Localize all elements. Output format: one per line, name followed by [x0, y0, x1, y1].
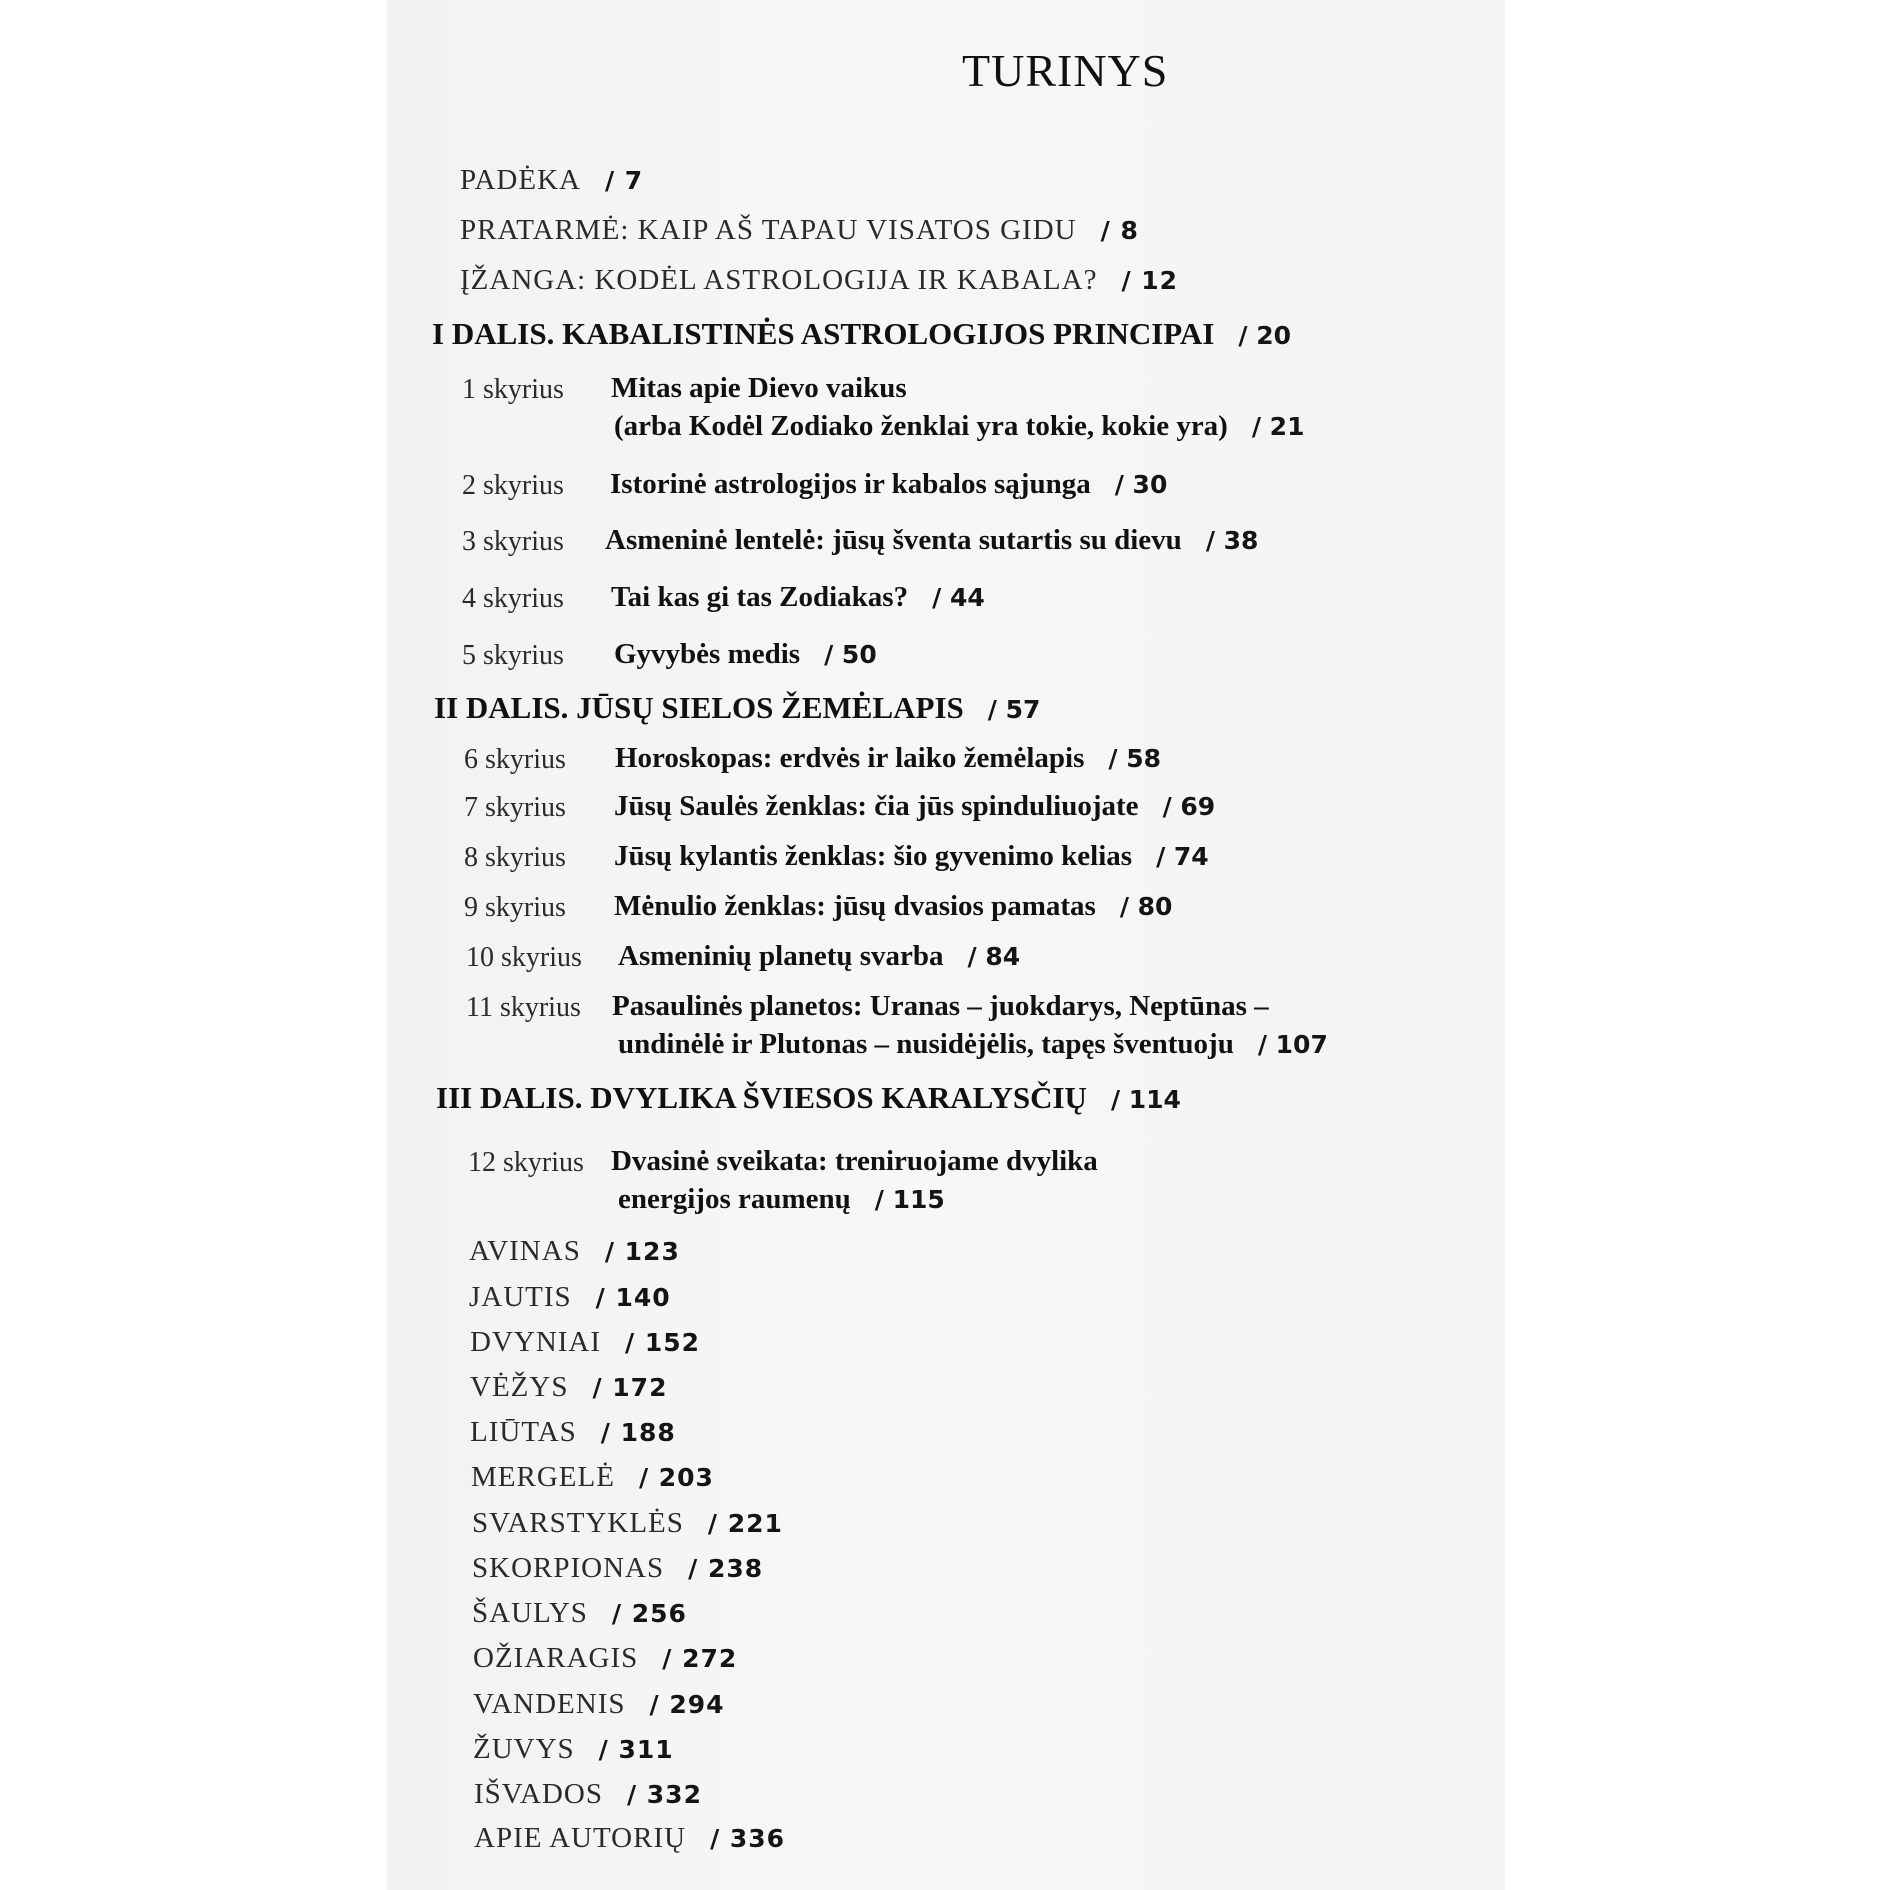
sign-entry[interactable]: [474, 1778, 702, 1811]
chapter-number: 4 skyrius: [462, 583, 564, 614]
page-number: / 8: [1100, 216, 1139, 245]
page-number: / 238: [688, 1554, 764, 1583]
page-number: / 115: [874, 1185, 945, 1214]
chapter-title-text: Jūsų kylantis ženklas: šio gyvenimo kelias: [614, 840, 1133, 872]
sign-entry[interactable]: [472, 1507, 783, 1540]
part-heading-label: I DALIS. KABALISTINĖS ASTROLOGIJOS PRINCIPAI: [432, 316, 1215, 351]
sign-entry-label: MERGELĖ: [471, 1461, 615, 1493]
page-number: / 58: [1108, 744, 1161, 773]
front-matter-entry-label: PRATARMĖ: KAIP AŠ TAPAU VISATOS GIDU: [460, 214, 1077, 246]
chapter-title: [618, 940, 1020, 973]
chapter-title: [611, 1145, 1098, 1178]
sign-entry-label: ŽUVYS: [473, 1733, 575, 1765]
page-number: / 272: [662, 1644, 738, 1673]
sign-entry-label: IŠVADOS: [474, 1778, 603, 1810]
page-number: / 30: [1114, 470, 1168, 499]
chapter-title-text: Asmeninių planetų svarba: [618, 940, 944, 972]
chapter-title-text: Tai kas gi tas Zodiakas?: [611, 581, 909, 613]
page-number: / 332: [626, 1780, 702, 1809]
sign-entry[interactable]: [469, 1281, 671, 1314]
chapter-title-text: Mėnulio ženklas: jūsų dvasios pamatas: [614, 890, 1096, 922]
page-number: / 7: [604, 166, 644, 195]
front-matter-entry[interactable]: [460, 164, 643, 197]
page-number: / 311: [598, 1735, 674, 1764]
chapter-title-text: undinėlė ir Plutonas – nusidėjėlis, tapęs šventuoju: [618, 1028, 1234, 1060]
sign-entry[interactable]: [470, 1416, 676, 1449]
sign-entry-label: VANDENIS: [473, 1688, 626, 1720]
chapter-title-text: Jūsų Saulės ženklas: čia jūs spinduliuojate: [614, 790, 1139, 822]
chapter-title: [610, 468, 1167, 501]
sign-entry-label: VĖŽYS: [470, 1371, 569, 1403]
chapter-title-text: Pasaulinės planetos: Uranas – juokdarys, Neptūnas –: [612, 990, 1269, 1022]
sign-entry-label: SKORPIONAS: [472, 1552, 665, 1584]
sign-entry[interactable]: [470, 1326, 700, 1359]
chapter-title: [614, 790, 1215, 823]
page-number: / 84: [967, 942, 1021, 971]
sign-entry-label: AVINAS: [469, 1235, 581, 1267]
sign-entry[interactable]: [474, 1822, 785, 1855]
chapter-title: [605, 524, 1258, 557]
sign-entry-label: SVARSTYKLĖS: [472, 1507, 684, 1539]
sign-entry[interactable]: [472, 1552, 763, 1585]
sign-entry-label: APIE AUTORIŲ: [474, 1822, 687, 1854]
chapter-title: [611, 581, 985, 614]
front-matter-entry[interactable]: [460, 264, 1178, 297]
front-matter-entry-label: ĮŽANGA: KODĖL ASTROLOGIJA IR KABALA?: [460, 264, 1098, 296]
chapter-title-text: Asmeninė lentelė: jūsų šventa sutartis su dievu: [605, 524, 1182, 556]
part-heading[interactable]: [434, 690, 1040, 726]
chapter-number: 11 skyrius: [466, 992, 581, 1023]
page-number: / 44: [932, 583, 985, 612]
chapter-number: 7 skyrius: [464, 792, 566, 823]
page-number: / 38: [1205, 526, 1259, 555]
page-number: / 203: [638, 1463, 714, 1492]
chapter-number: 8 skyrius: [464, 842, 566, 873]
page-number: / 20: [1238, 321, 1292, 350]
page-number: / 21: [1251, 412, 1305, 441]
sign-entry[interactable]: [473, 1642, 737, 1675]
page-number: / 80: [1119, 892, 1173, 921]
page-number: / 188: [600, 1418, 676, 1447]
chapter-title-continued: [618, 1183, 945, 1216]
page-number: / 123: [604, 1237, 680, 1266]
chapter-title-text: Horoskopas: erdvės ir laiko žemėlapis: [615, 742, 1085, 774]
page-number: / 50: [824, 640, 877, 669]
sign-entry[interactable]: [472, 1597, 687, 1630]
part-heading[interactable]: [432, 316, 1291, 352]
chapter-title-text: (arba Kodėl Zodiako ženklai yra tokie, kokie yra): [614, 410, 1228, 442]
part-heading-label: II DALIS. JŪSŲ SIELOS ŽEMĖLAPIS: [434, 690, 964, 725]
page-number: / 69: [1162, 792, 1216, 821]
sign-entry[interactable]: [470, 1371, 667, 1404]
chapter-number: 6 skyrius: [464, 744, 566, 775]
sign-entry[interactable]: [473, 1733, 674, 1766]
chapter-title: [611, 372, 907, 405]
chapter-number: 10 skyrius: [466, 942, 582, 973]
page-number: / 107: [1257, 1030, 1328, 1059]
page-number: / 114: [1110, 1085, 1181, 1114]
chapter-title-continued: [614, 410, 1304, 443]
page-number: / 336: [710, 1824, 786, 1853]
chapter-title-text: Istorinė astrologijos ir kabalos sąjunga: [610, 468, 1091, 500]
chapter-number: 1 skyrius: [462, 374, 564, 405]
chapter-title-text: Gyvybės medis: [614, 638, 801, 670]
page-number: / 140: [595, 1283, 671, 1312]
sign-entry[interactable]: [469, 1235, 680, 1268]
chapter-title-text: Dvasinė sveikata: treniruojame dvylika: [611, 1145, 1098, 1177]
chapter-number: 3 skyrius: [462, 526, 564, 557]
page-number: / 172: [592, 1373, 668, 1402]
page-number: / 57: [987, 695, 1041, 724]
sign-entry-label: ŠAULYS: [472, 1597, 588, 1629]
sign-entry-label: OŽIARAGIS: [473, 1642, 639, 1674]
page-number: / 12: [1121, 266, 1179, 295]
chapter-title-text: energijos raumenų: [618, 1183, 851, 1215]
sign-entry-label: LIŪTAS: [470, 1416, 577, 1448]
page-number: / 152: [625, 1328, 701, 1357]
chapter-number: 9 skyrius: [464, 892, 566, 923]
part-heading[interactable]: [436, 1080, 1181, 1116]
chapter-number: 2 skyrius: [462, 470, 564, 501]
chapter-title: [612, 990, 1269, 1023]
sign-entry-label: JAUTIS: [469, 1281, 572, 1313]
page-number: / 294: [649, 1690, 725, 1719]
chapter-number: 5 skyrius: [462, 640, 564, 671]
sign-entry[interactable]: [471, 1461, 714, 1494]
chapter-title: [614, 890, 1172, 923]
page-number: / 256: [611, 1599, 687, 1628]
chapter-title-text: Mitas apie Dievo vaikus: [611, 372, 907, 404]
page-number: / 74: [1156, 842, 1209, 871]
chapter-title-continued: [618, 1028, 1328, 1061]
front-matter-entry[interactable]: [460, 214, 1139, 247]
sign-entry-label: DVYNIAI: [470, 1326, 602, 1358]
chapter-title: [615, 742, 1161, 775]
chapter-title: [614, 638, 877, 671]
page-number: / 221: [707, 1509, 783, 1538]
sign-entry[interactable]: [473, 1688, 725, 1721]
part-heading-label: III DALIS. DVYLIKA ŠVIESOS KARALYSČIŲ: [436, 1080, 1087, 1115]
chapter-title: [614, 840, 1209, 873]
page-title: TURINYS: [962, 45, 1169, 96]
chapter-number: 12 skyrius: [468, 1147, 584, 1178]
front-matter-entry-label: PADĖKA: [460, 164, 581, 196]
